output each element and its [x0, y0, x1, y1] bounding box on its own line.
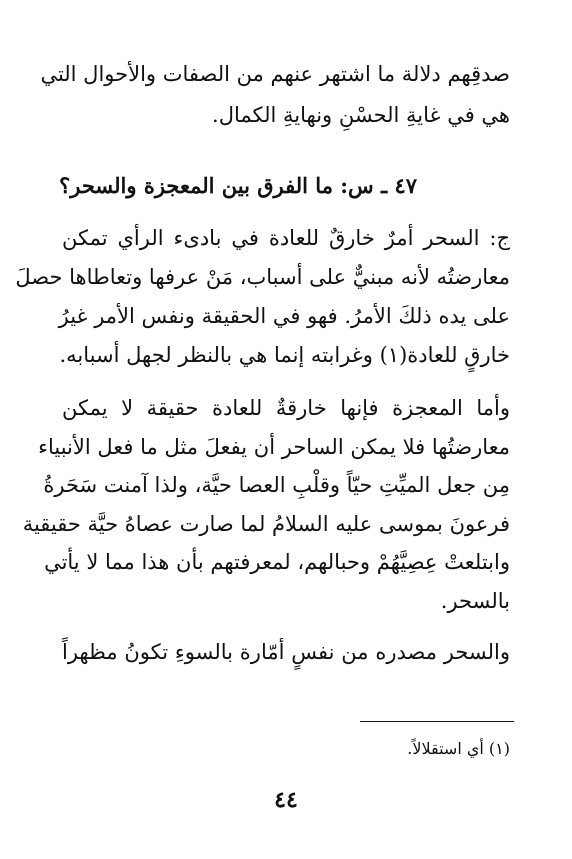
miracle-line-6: بالسحر. — [440, 589, 510, 613]
source-line-1: والسحر مصدره من نفسٍ أمّارة بالسوءِ تكونُ مظهراً — [62, 640, 510, 664]
answer-line-2: معارضتُه لأنه مبنيٌّ على أسباب، مَنْ عرفها وتعاطاها حصلَ — [15, 265, 510, 289]
miracle-line-2: معارضتُها فلا يمكن الساحر أن يفعلَ مثل ما فعل الأنبياء — [38, 435, 510, 459]
answer-line-3: على يده ذلكَ الأمرُ. فهو في الحقيقة ونفس الأمر غيرُ — [58, 304, 510, 328]
question-heading: ٤٧ ـ س: ما الفرق بين المعجزة والسحر؟ — [59, 173, 417, 198]
miracle-line-4: فرعونَ بموسى عليه السلامُ لما صارت عصاهُ حيَّة حقيقية — [22, 512, 510, 536]
answer-line-1: ج: السحر أمرٌ خارقٌ للعادة في بادىء الرأي تمكن — [62, 226, 510, 250]
intro-line-1: صدقِهم دلالة ما اشتهر عنهم من الصفات والأحوال التي — [40, 62, 510, 86]
page-number: ٤٤ — [274, 787, 298, 813]
footnote-divider — [360, 721, 514, 722]
footnote: (١) أي استقلالاً. — [407, 739, 510, 758]
answer-line-4: خارقٍ للعادة(١) وغرابته إنما هي بالنظر لجهل أسبابه. — [59, 343, 510, 367]
miracle-line-1: وأما المعجزة فإنها خارقةٌ للعادة حقيقة لا يمكن — [62, 396, 510, 420]
miracle-line-5: وابتلعتْ عِصِيَّهُمْ وحبالهم، لمعرفتهم بأن هذا مما لا يأتي — [44, 550, 510, 574]
miracle-line-3: مِن جعل الميِّتِ حيّاً وقلْبِ العصا حيَّة، ولذا آمنت سَحَرةُ — [43, 473, 510, 497]
intro-line-2: هي في غايةِ الحسْنِ ونهايةِ الكمال. — [212, 103, 510, 127]
